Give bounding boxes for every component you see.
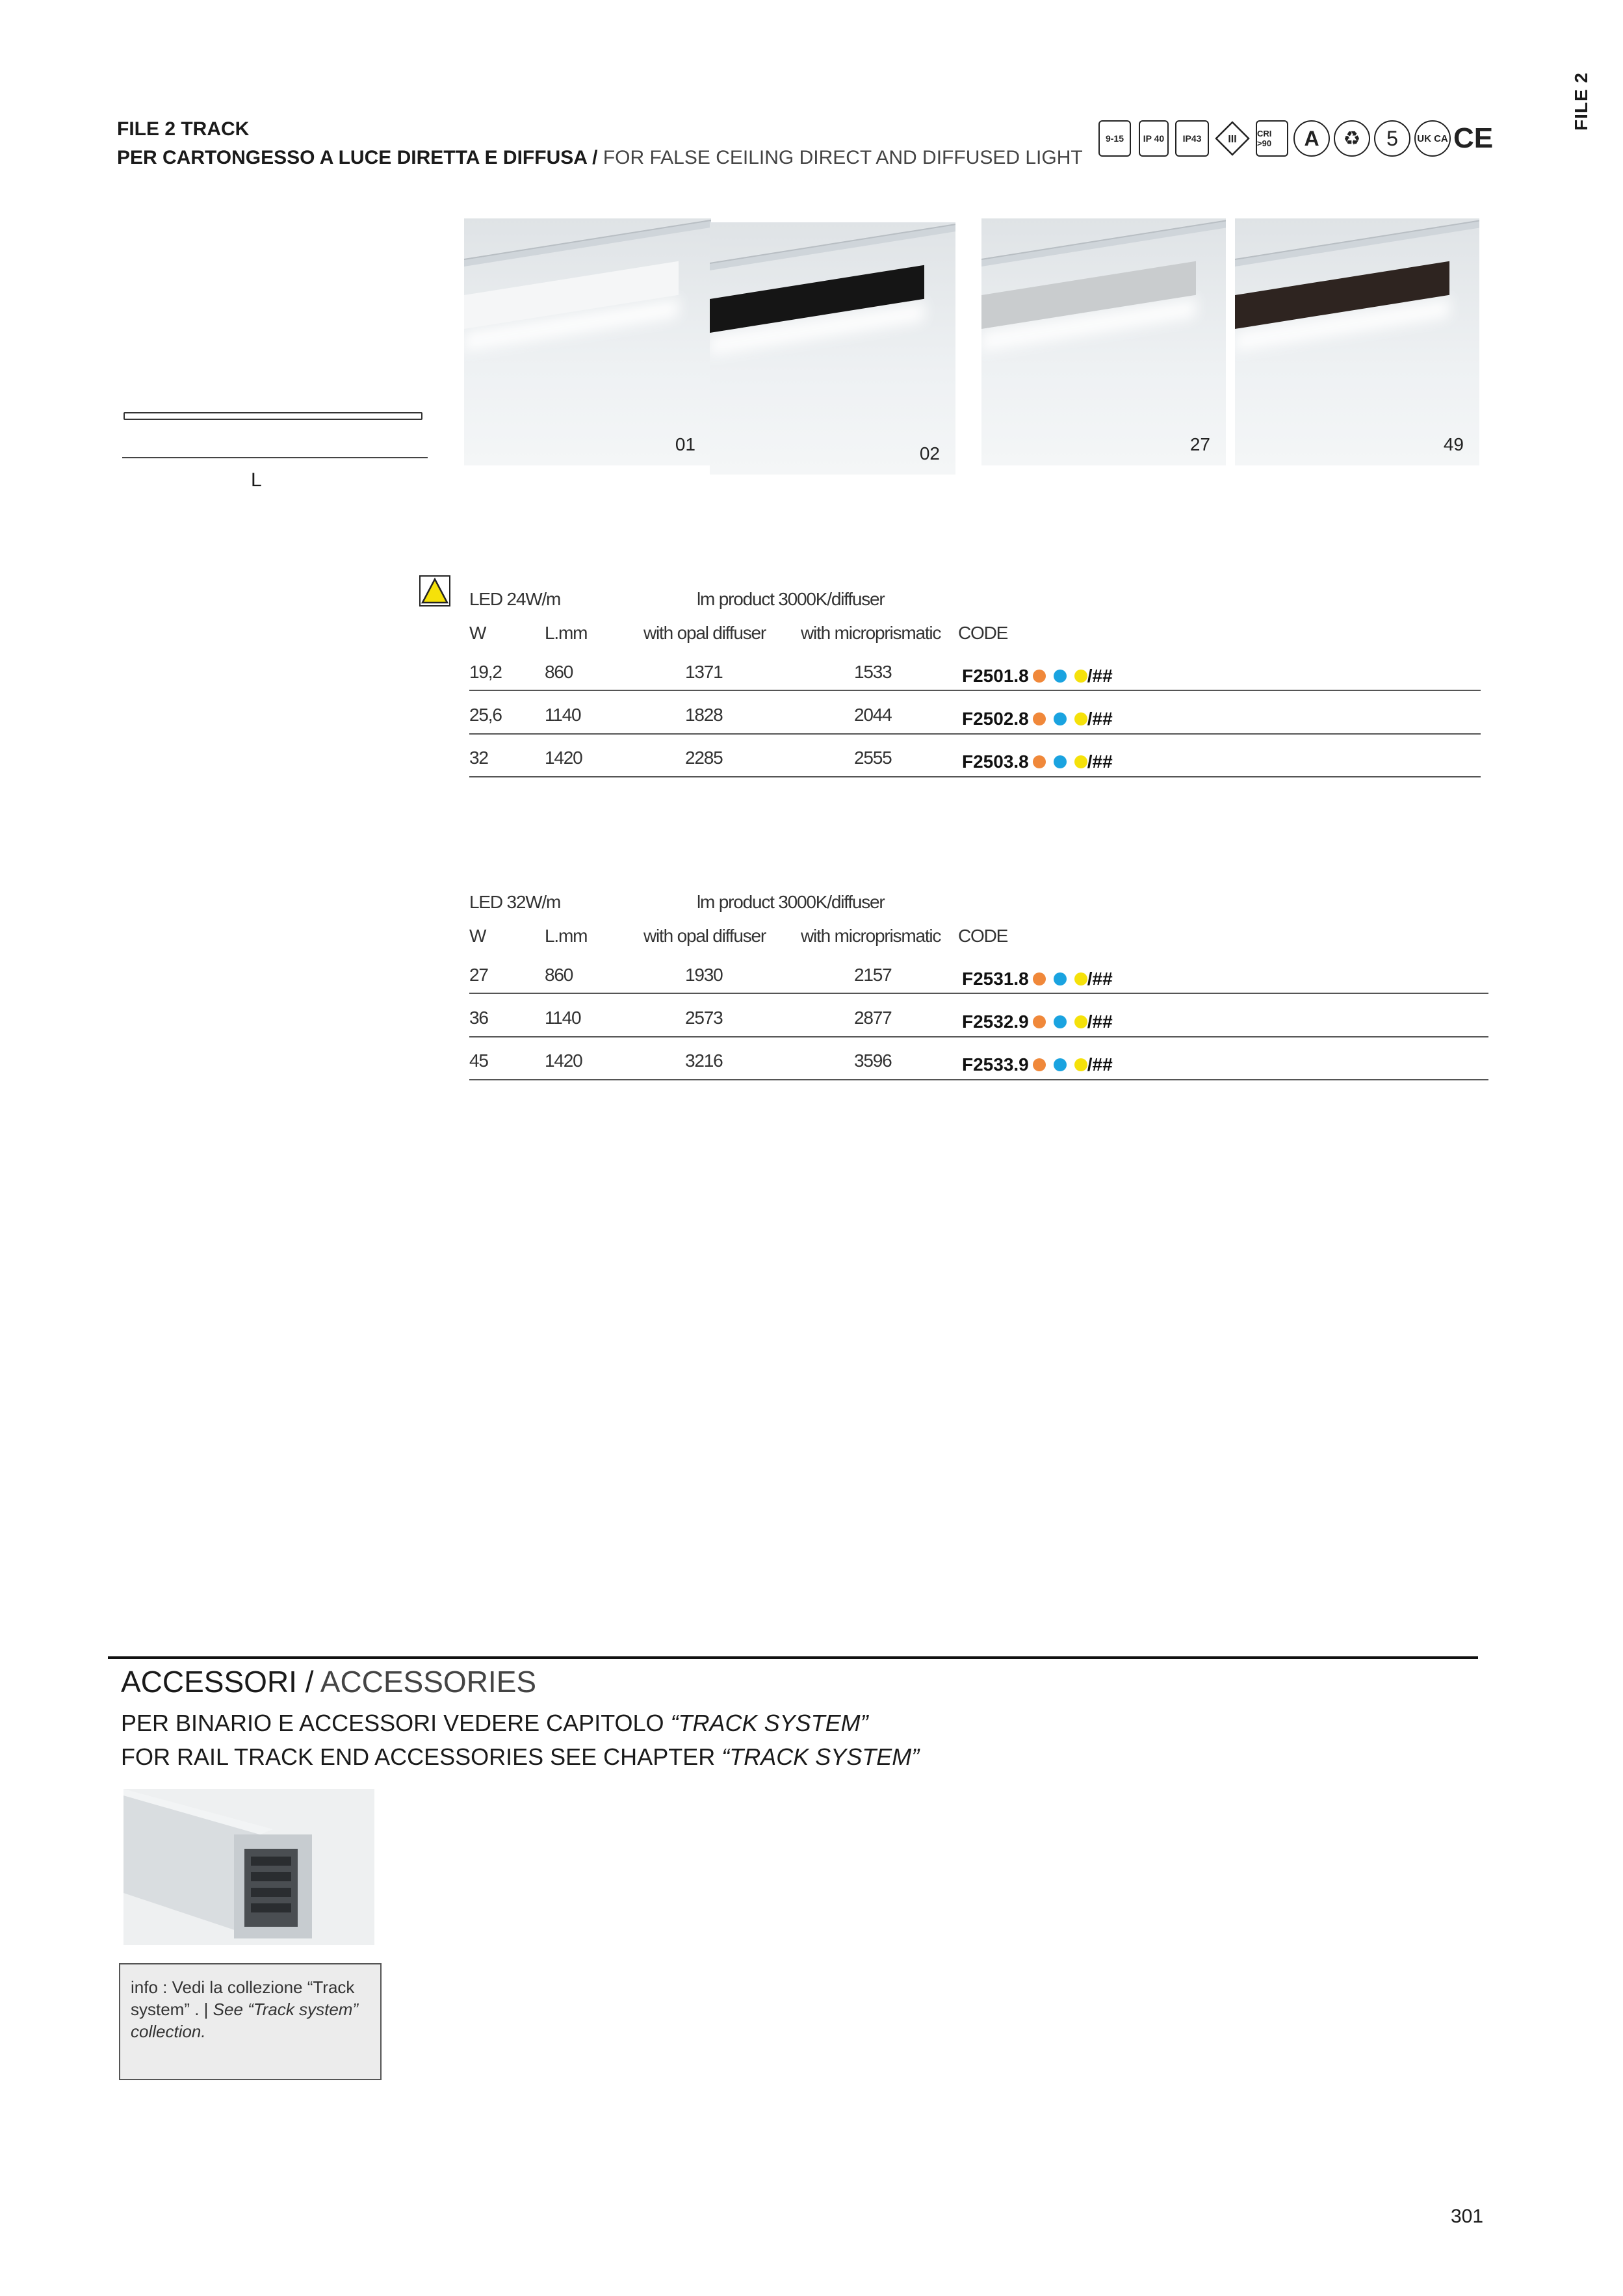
finish-code-27: 27 bbox=[1189, 434, 1210, 454]
cell-micro: 2555 bbox=[854, 748, 892, 768]
color-dot-blue bbox=[1054, 755, 1067, 768]
finish-photo-27 bbox=[981, 218, 1226, 465]
accessories-title-en: ACCESSORIES bbox=[313, 1665, 537, 1699]
ce-icon: CE bbox=[1453, 122, 1494, 154]
dimension-label: L bbox=[251, 469, 262, 491]
product-code: F2503.8 bbox=[962, 751, 1029, 772]
col-micro: with microprismatic bbox=[801, 623, 941, 643]
profile-drawing bbox=[123, 412, 422, 420]
note-it-chapter: “TRACK SYSTEM” bbox=[670, 1710, 868, 1736]
product-code: F2532.9 bbox=[962, 1011, 1029, 1032]
code-suffix: /## bbox=[1087, 666, 1113, 686]
col-opal: with opal diffuser bbox=[643, 623, 766, 643]
note-en-chapter: “TRACK SYSTEM” bbox=[721, 1743, 920, 1770]
row-divider bbox=[469, 1079, 1488, 1080]
col-length: L.mm bbox=[545, 926, 588, 946]
row-divider bbox=[469, 993, 1488, 994]
cell-w: 45 bbox=[469, 1050, 488, 1071]
cell-code bbox=[962, 1054, 1113, 1075]
side-tab-label: FILE 2 bbox=[1571, 72, 1592, 131]
cell-code bbox=[962, 969, 1113, 989]
color-dot-yellow bbox=[1074, 755, 1087, 768]
page-title: FILE 2 TRACK bbox=[117, 118, 250, 140]
cell-opal: 1930 bbox=[685, 965, 723, 985]
ip43-icon: IP43 bbox=[1175, 120, 1209, 157]
cell-micro: 2877 bbox=[854, 1008, 892, 1028]
mounting-depth-icon: 9-15 bbox=[1098, 120, 1131, 157]
cell-opal: 3216 bbox=[685, 1050, 723, 1071]
color-dot-blue bbox=[1054, 1058, 1067, 1071]
cell-length: 1420 bbox=[545, 748, 582, 768]
subtitle-italian: PER CARTONGESSO A LUCE DIRETTA E DIFFUSA / bbox=[117, 147, 598, 168]
ip40-icon: IP 40 bbox=[1139, 120, 1169, 157]
product-code: F2501.8 bbox=[962, 666, 1029, 686]
cell-code bbox=[962, 751, 1113, 772]
cell-opal: 1828 bbox=[685, 705, 723, 725]
cell-opal: 1371 bbox=[685, 662, 723, 682]
finish-code-02: 02 bbox=[919, 443, 940, 463]
color-dot-orange bbox=[1033, 755, 1046, 768]
accessories-divider bbox=[108, 1656, 1478, 1659]
cell-w: 36 bbox=[469, 1008, 488, 1028]
cell-w: 32 bbox=[469, 748, 488, 768]
cell-micro: 2157 bbox=[854, 965, 892, 985]
warning-icon bbox=[419, 575, 450, 607]
cell-length: 1140 bbox=[545, 1008, 581, 1028]
cell-micro: 2044 bbox=[854, 705, 892, 725]
cell-length: 860 bbox=[545, 965, 573, 985]
cell-micro: 3596 bbox=[854, 1050, 892, 1071]
color-dot-yellow bbox=[1074, 712, 1087, 725]
col-code: CODE bbox=[958, 926, 1008, 946]
class-3-icon bbox=[1214, 120, 1251, 157]
finish-photo-49 bbox=[1235, 218, 1479, 465]
accessories-note-it bbox=[121, 1710, 868, 1737]
finish-code-01: 01 bbox=[675, 434, 695, 454]
side-tab bbox=[1565, 72, 1604, 137]
track-rail-photo bbox=[123, 1789, 374, 1945]
cell-w: 25,6 bbox=[469, 705, 502, 725]
info-text-en: See “Track system” collection. bbox=[131, 2000, 359, 2041]
color-dot-orange bbox=[1033, 972, 1046, 985]
col-micro: with microprismatic bbox=[801, 926, 941, 946]
row-divider bbox=[469, 690, 1481, 691]
subtitle-english: FOR FALSE CEILING DIRECT AND DIFFUSED LIGHT bbox=[597, 147, 1083, 168]
dimension-line bbox=[122, 457, 428, 458]
lm-header: lm product 3000K/diffuser bbox=[697, 892, 885, 912]
cell-opal: 2573 bbox=[685, 1008, 723, 1028]
col-length: L.mm bbox=[545, 623, 588, 643]
product-code: F2531.8 bbox=[962, 969, 1029, 989]
info-box bbox=[119, 1963, 382, 2080]
cell-w: 19,2 bbox=[469, 662, 502, 682]
col-opal: with opal diffuser bbox=[643, 926, 766, 946]
recycle-icon: ♻ bbox=[1334, 120, 1370, 157]
note-en-text: FOR RAIL TRACK END ACCESSORIES SEE CHAPTER bbox=[121, 1743, 722, 1770]
led-label: LED 32W/m bbox=[469, 892, 561, 912]
cell-length: 1140 bbox=[545, 705, 581, 725]
code-suffix: /## bbox=[1087, 709, 1113, 729]
warranty-5-icon: 5 bbox=[1374, 120, 1410, 157]
cell-length: 1420 bbox=[545, 1050, 582, 1071]
energy-class-icon: A bbox=[1293, 120, 1330, 157]
cell-code bbox=[962, 1011, 1113, 1032]
cell-micro: 1533 bbox=[854, 662, 892, 682]
cell-code bbox=[962, 709, 1113, 729]
cri-icon: CRI >90 bbox=[1256, 120, 1288, 157]
code-suffix: /## bbox=[1087, 1054, 1113, 1075]
cell-opal: 2285 bbox=[685, 748, 723, 768]
accessories-title bbox=[121, 1664, 536, 1699]
col-w: W bbox=[469, 623, 486, 643]
color-dot-blue bbox=[1054, 972, 1067, 985]
cell-w: 27 bbox=[469, 965, 488, 985]
col-code: CODE bbox=[958, 623, 1008, 643]
product-code: F2502.8 bbox=[962, 709, 1029, 729]
color-dot-yellow bbox=[1074, 972, 1087, 985]
led-label: LED 24W/m bbox=[469, 589, 561, 609]
row-divider bbox=[469, 776, 1481, 777]
finish-code-49: 49 bbox=[1443, 434, 1464, 454]
color-dot-yellow bbox=[1074, 670, 1087, 683]
color-dot-orange bbox=[1033, 712, 1046, 725]
accessories-title-it: ACCESSORI / bbox=[121, 1665, 314, 1699]
color-dot-orange bbox=[1033, 1015, 1046, 1028]
row-divider bbox=[469, 1036, 1488, 1037]
color-dot-yellow bbox=[1074, 1015, 1087, 1028]
accessories-note-en bbox=[121, 1743, 919, 1771]
code-suffix: /## bbox=[1087, 751, 1113, 772]
color-dot-blue bbox=[1054, 1015, 1067, 1028]
ukca-icon: UK CA bbox=[1414, 120, 1451, 157]
page-number: 301 bbox=[1451, 2206, 1484, 2227]
row-divider bbox=[469, 733, 1481, 735]
finish-photo-02 bbox=[710, 222, 955, 475]
page-subtitle bbox=[117, 147, 1083, 169]
note-it-text: PER BINARIO E ACCESSORI VEDERE CAPITOLO bbox=[121, 1710, 671, 1736]
code-suffix: /## bbox=[1087, 969, 1113, 989]
color-dot-yellow bbox=[1074, 1058, 1087, 1071]
col-w: W bbox=[469, 926, 486, 946]
svg-text:III: III bbox=[1228, 134, 1237, 145]
color-dot-orange bbox=[1033, 670, 1046, 683]
color-dot-orange bbox=[1033, 1058, 1046, 1071]
finish-photo-01 bbox=[464, 218, 711, 465]
cell-length: 860 bbox=[545, 662, 573, 682]
code-suffix: /## bbox=[1087, 1011, 1113, 1032]
color-dot-blue bbox=[1054, 670, 1067, 683]
product-code: F2533.9 bbox=[962, 1054, 1029, 1075]
cell-code bbox=[962, 666, 1113, 686]
lm-header: lm product 3000K/diffuser bbox=[697, 589, 885, 609]
info-text: info : Vedi la collezione “Track system” . | bbox=[131, 1977, 355, 2019]
color-dot-blue bbox=[1054, 712, 1067, 725]
